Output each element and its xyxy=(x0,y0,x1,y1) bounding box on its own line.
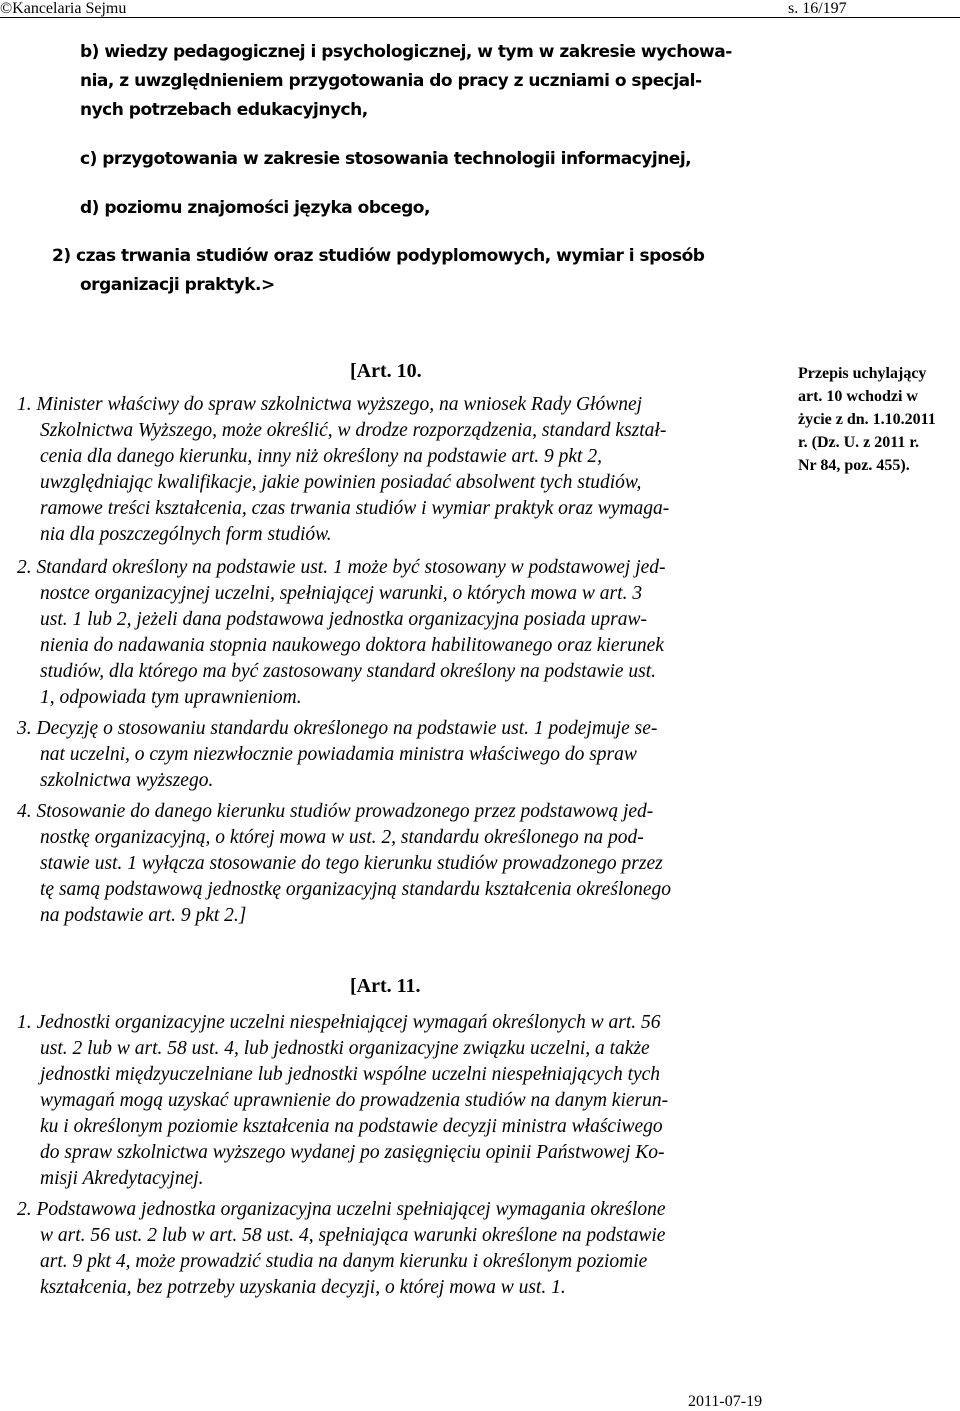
art11-p1-line: 1. Jednostki organizacyjne uczelni niespełniającej wymagań określonych w art. 56 xyxy=(17,1012,661,1033)
item-b-line: b) wiedzy pedagogicznej i psychologicznej, w tym w zakresie wychowa- xyxy=(80,42,732,62)
item-d: d) poziomu znajomości języka obcego, xyxy=(80,198,430,218)
art11-title: [Art. 11. xyxy=(350,975,421,997)
margin-note-line: życie z dn. 1.10.2011 xyxy=(798,411,936,428)
header-page-number: s. 16/197 xyxy=(788,0,847,17)
art10-p2-line: 2. Standard określony na podstawie ust. 1 może być stosowany w podstawowej jed- xyxy=(17,557,666,578)
art11-p1-line: ku i określonym poziomie kształcenia na podstawie decyzji ministra właściwego xyxy=(40,1116,663,1137)
margin-note-line: Nr 84, poz. 455). xyxy=(798,457,910,474)
art10-p2-line: studiów, dla którego ma być zastosowany standard określony na podstawie ust. xyxy=(40,661,657,682)
item-2-line: 2) czas trwania studiów oraz studiów podyplomowych, wymiar i sposób xyxy=(52,246,705,266)
header-divider xyxy=(0,17,960,18)
item-c: c) przygotowania w zakresie stosowania technologii informacyjnej, xyxy=(80,149,692,169)
margin-note-line: Przepis uchylający xyxy=(798,365,927,382)
art10-p1-line: 1. Minister właściwy do spraw szkolnictwa wyższego, na wniosek Rady Głównej xyxy=(17,394,643,415)
art10-p1-line: ramowe treści kształcenia, czas trwania studiów i wymiar praktyk oraz wymaga- xyxy=(40,498,670,519)
art11-p2-line: 2. Podstawowa jednostka organizacyjna uczelni spełniającej wymagania określone xyxy=(17,1199,666,1220)
art10-p1-line: nia dla poszczególnych form studiów. xyxy=(40,524,332,545)
art11-p1-line: ust. 2 lub w art. 58 ust. 4, lub jednostki organizacyjne związku uczelni, a także xyxy=(40,1038,650,1059)
art10-p4-line: 4. Stosowanie do danego kierunku studiów prowadzonego przez podstawową jed- xyxy=(17,801,654,822)
art10-title: [Art. 10. xyxy=(350,360,422,382)
margin-note xyxy=(798,362,960,477)
art11-p2-line: w art. 56 ust. 2 lub w art. 58 ust. 4, spełniająca warunki określone na podstawie xyxy=(40,1225,666,1246)
item-b-line: nia, z uwzględnieniem przygotowania do pracy z uczniami o specjal- xyxy=(80,71,702,91)
art10-p1-line: Szkolnictwa Wyższego, może określić, w drodze rozporządzenia, standard kształ- xyxy=(40,420,667,441)
art11-p1-line: wymagań mogą uzyskać uprawnienie do prowadzenia studiów na danym kierun- xyxy=(40,1090,669,1111)
art10-p4-line: nostkę organizacyjną, o której mowa w ust. 2, standardu określonego na pod- xyxy=(40,827,644,848)
art10-p4-line: na podstawie art. 9 pkt 2.] xyxy=(40,905,247,926)
art10-p4-line: stawie ust. 1 wyłącza stosowanie do tego kierunku studiów prowadzonego przez xyxy=(40,853,663,874)
art10-p1-line: cenia dla danego kierunku, inny niż określony na podstawie art. 9 pkt 2, xyxy=(40,446,602,467)
art11-p1-line: misji Akredytacyjnej. xyxy=(40,1168,204,1189)
footer-date: 2011-07-19 xyxy=(688,1393,763,1410)
margin-note-line: r. (Dz. U. z 2011 r. xyxy=(798,434,920,451)
art10-p3-line: nat uczelni, o czym niezwłocznie powiadamia ministra właściwego do spraw xyxy=(40,744,637,765)
art11-p1-line: jednostki międzyuczelniane lub jednostki wspólne uczelni niespełniających tych xyxy=(40,1064,661,1085)
art11-p2-line: art. 9 pkt 4, może prowadzić studia na danym kierunku i określonym poziomie xyxy=(40,1251,648,1272)
art10-p2-line: nostce organizacyjnej uczelni, spełniającej warunki, o których mowa w art. 3 xyxy=(40,583,643,604)
item-b-line: nych potrzebach edukacyjnych, xyxy=(80,100,368,120)
art10-p3-line: 3. Decyzję o stosowaniu standardu określonego na podstawie ust. 1 podejmuje se- xyxy=(17,718,658,739)
art10-p2-line: 1, odpowiada tym uprawnieniom. xyxy=(40,687,302,708)
art10-p2-line: nienia do nadawania stopnia naukowego doktora habilitowanego oraz kierunek xyxy=(40,635,664,656)
page-header xyxy=(0,0,960,18)
art11-p1-line: do spraw szkolnictwa wyższego wydanej po zasięgnięciu opinii Państwowej Ko- xyxy=(40,1142,665,1163)
header-source: ©Kancelaria Sejmu xyxy=(0,0,127,17)
item-2-line: organizacji praktyk.> xyxy=(80,275,275,295)
art10-p4-line: tę samą podstawową jednostkę organizacyjną standardu kształcenia określonego xyxy=(40,879,671,900)
art11-p2-line: kształcenia, bez potrzeby uzyskania decyzji, o której mowa w ust. 1. xyxy=(40,1277,566,1298)
art10-p3-line: szkolnictwa wyższego. xyxy=(40,770,214,791)
margin-note-line: art. 10 wchodzi w xyxy=(798,388,918,405)
art10-p2-line: ust. 1 lub 2, jeżeli dana podstawowa jednostka organizacyjna posiada upraw- xyxy=(40,609,648,630)
art10-p1-line: uwzględniając kwalifikacje, jakie powinien posiadać absolwent tych studiów, xyxy=(40,472,642,493)
